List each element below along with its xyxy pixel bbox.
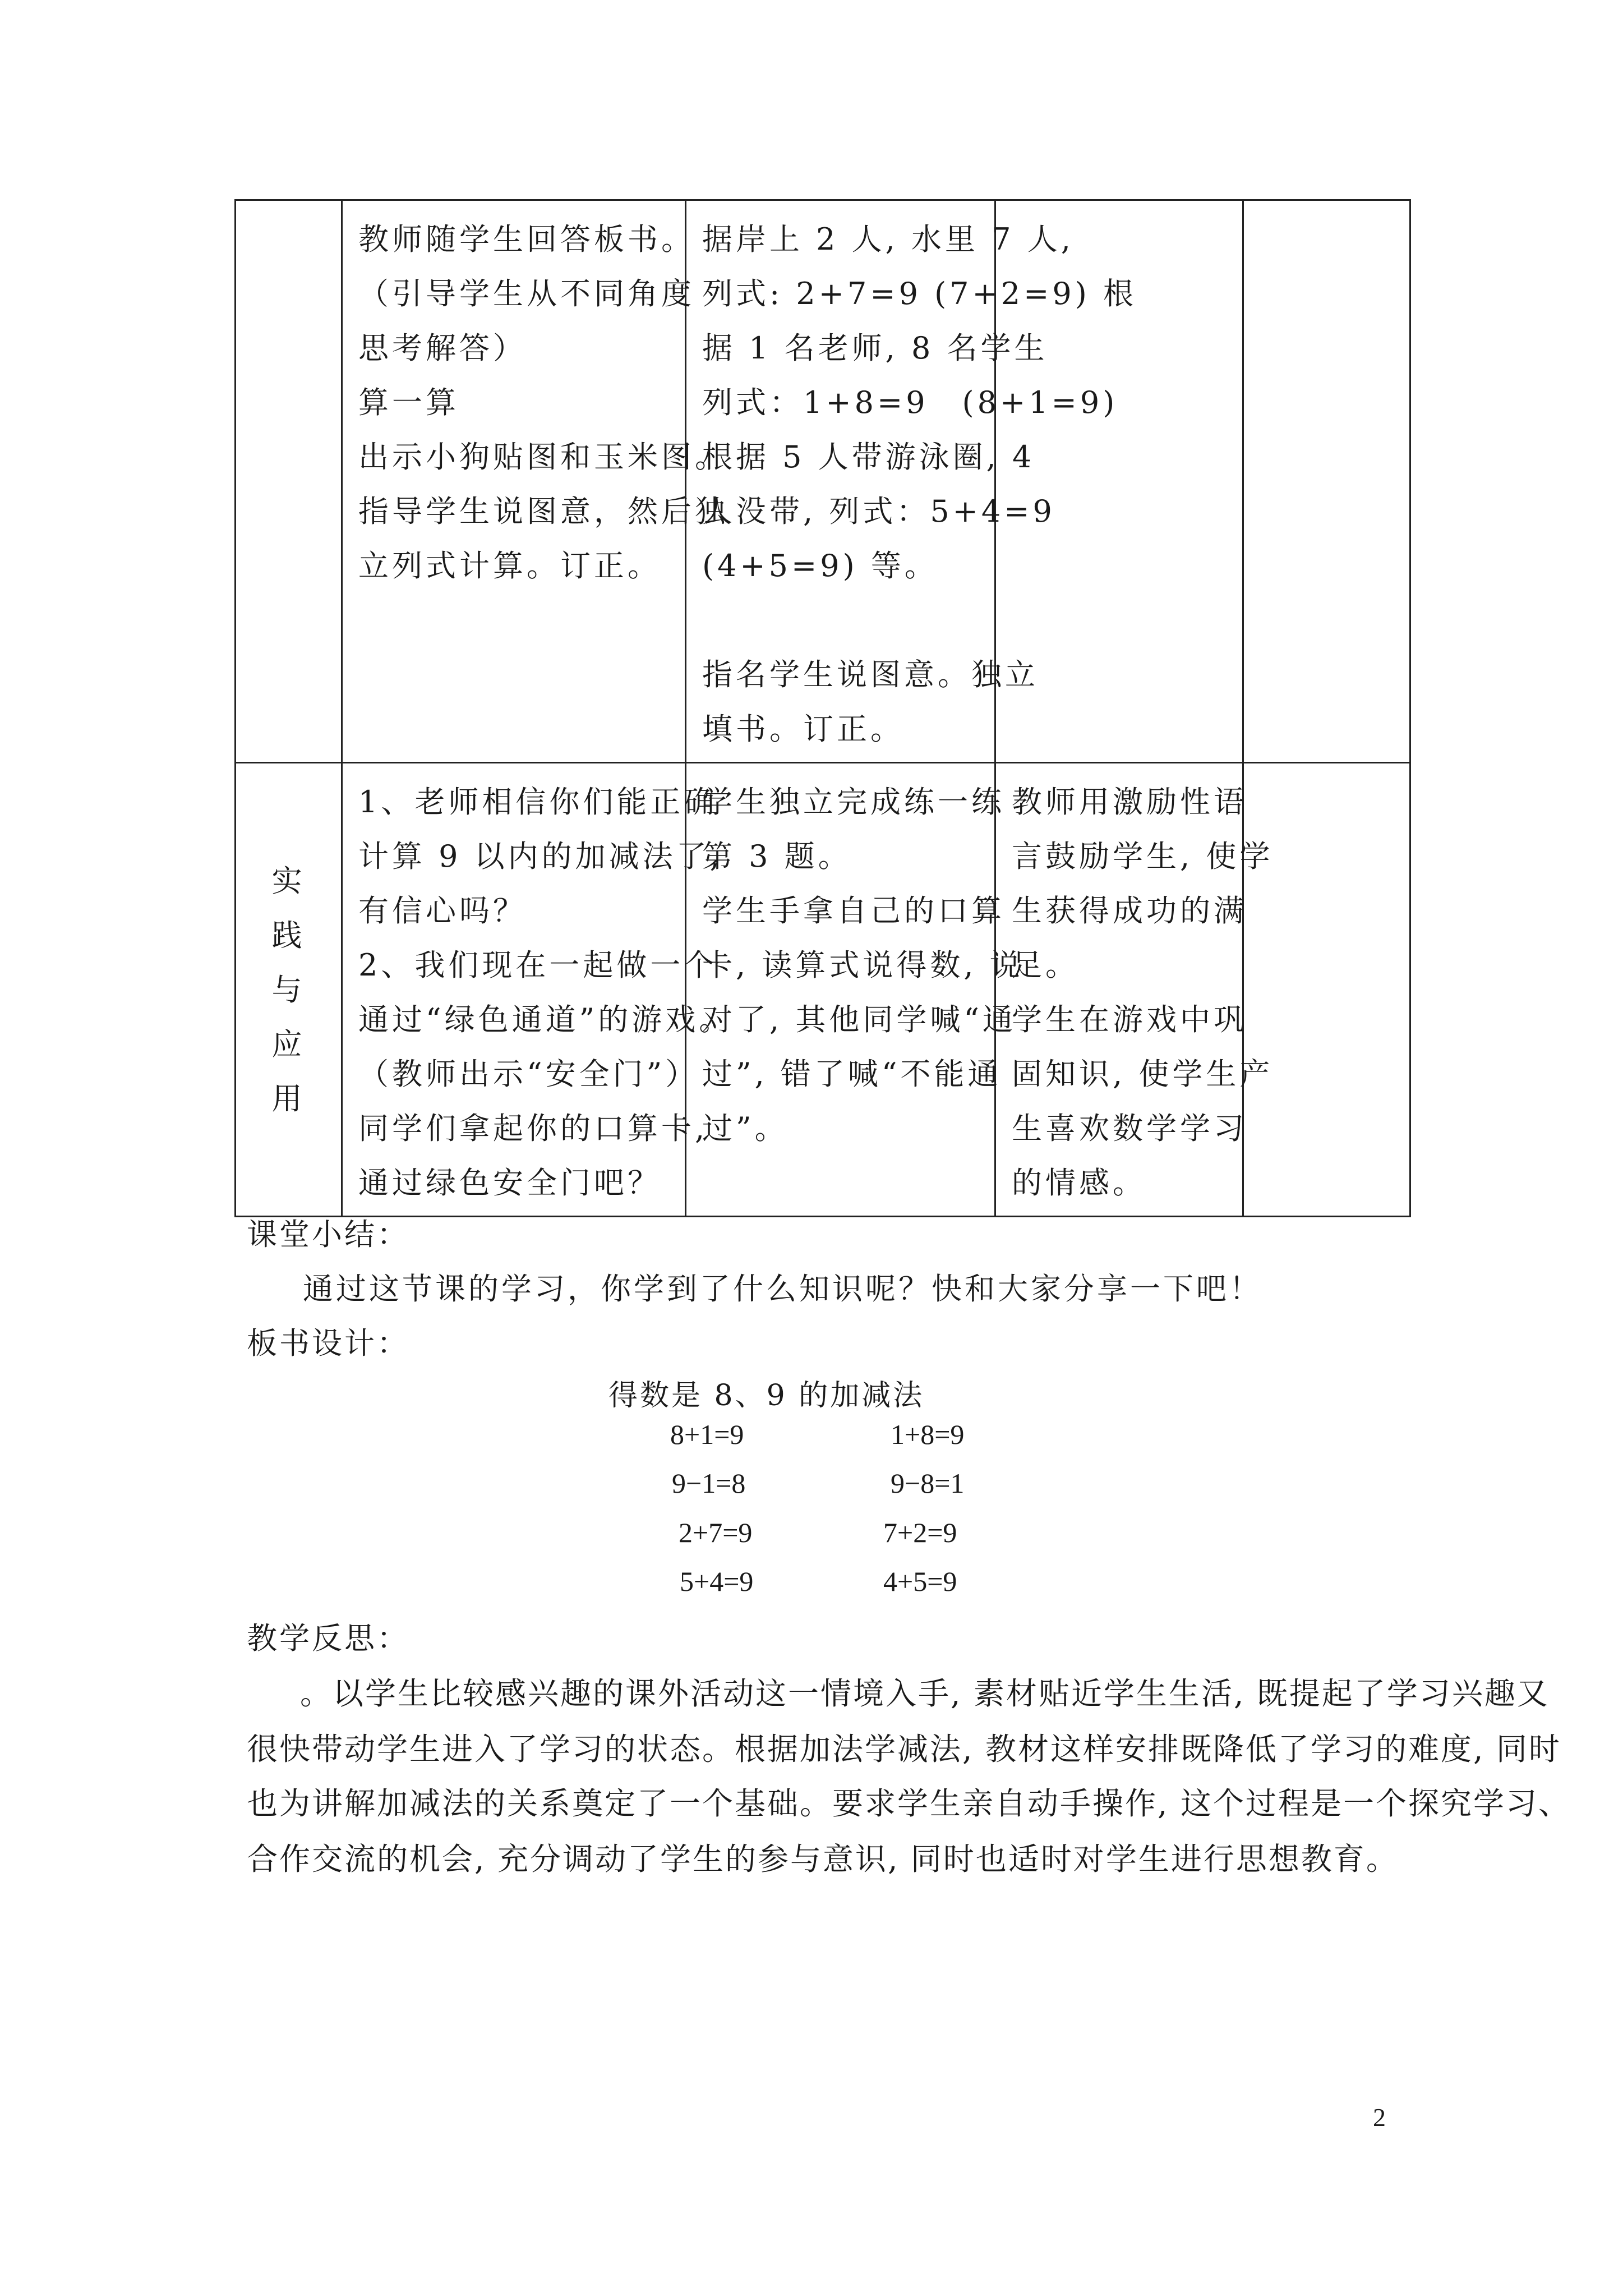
- text-line: (4+5=9) 等。: [702, 548, 938, 583]
- note-cell: [1243, 763, 1410, 1217]
- note-cell: [1243, 200, 1410, 763]
- board-equation: 9−8=1: [891, 1467, 965, 1499]
- stage-label-char: 实: [271, 863, 306, 899]
- text-line: 教师用激励性语: [1012, 784, 1247, 820]
- text-line: 通过绿色安全门吧？: [358, 1165, 661, 1200]
- text-line: 学生在游戏中巩: [1012, 1002, 1247, 1037]
- board-equation: 8+1=9: [670, 1419, 744, 1450]
- stage-cell: [236, 200, 342, 763]
- text-line: 思考解答）: [358, 330, 527, 366]
- reflection-line: 合作交流的机会, 充分调动了学生的参与意识, 同时也适时对学生进行思想教育。: [247, 1841, 1399, 1877]
- text-line: 指名学生说图意。独立: [702, 657, 1039, 692]
- reflection-line: 。以学生比较感兴趣的课外活动这一情境入手, 素材贴近学生生活, 既提起了学习兴趣又: [300, 1676, 1550, 1711]
- board-design-label: 板书设计：: [247, 1326, 409, 1361]
- text-line: 学生手拿自己的口算: [702, 893, 1005, 928]
- stage-label-char: 践: [271, 917, 306, 953]
- text-line: 出示小狗贴图和玉米图。: [358, 439, 728, 475]
- board-equation: 4+5=9: [883, 1566, 957, 1597]
- text-line: 过”。: [702, 1111, 789, 1146]
- text-line: 据岸上 2 人, 水里 7 人,: [702, 222, 1074, 257]
- text-line: 过”, 错了喊“不能通: [702, 1056, 1002, 1092]
- reflection-line: 很快带动学生进入了学习的状态。根据加法学减法, 教材这样安排既降低了学习的难度, 同时: [247, 1731, 1561, 1767]
- text-line: 人没带, 列式：5+4=9: [702, 494, 1055, 529]
- text-line: 生喜欢数学学习: [1012, 1111, 1247, 1146]
- reflection-line: 也为讲解加减法的关系奠定了一个基础。要求学生亲自动手操作, 这个过程是一个探究学习、: [247, 1786, 1571, 1821]
- text-line: 同学们拿起你的口算卡,: [358, 1111, 708, 1146]
- text-line: 言鼓励学生, 使学: [1012, 839, 1274, 874]
- stage-cell: [236, 763, 342, 1217]
- table-row: [236, 200, 1410, 763]
- text-line: 列式: 2+7=9 (7+2=9) 根: [702, 276, 1137, 311]
- design-intent-cell: [995, 763, 1274, 1217]
- board-equation: 2+7=9: [679, 1517, 753, 1548]
- lesson-plan-table: [234, 199, 1411, 1217]
- text-line: 2、我们现在一起做一个: [358, 947, 718, 983]
- board-equation: 5+4=9: [680, 1566, 754, 1597]
- table-row: [236, 763, 1410, 1217]
- reflection-label: 教学反思：: [247, 1621, 409, 1656]
- text-line: 对了, 其他同学喊“通: [702, 1002, 1016, 1037]
- text-line: （教师出示“安全门”）: [358, 1056, 699, 1092]
- summary-text: 通过这节课的学习，你学到了什么知识呢？快和大家分享一下吧！: [303, 1271, 1262, 1306]
- text-line: 据 1 名老师, 8 名学生: [702, 330, 1048, 366]
- text-line: 根据 5 人带游泳圈, 4: [702, 439, 1035, 475]
- text-line: 有信心吗？: [358, 893, 527, 928]
- text-line: 的情感。: [1012, 1165, 1146, 1200]
- board-title: 得数是 8、9 的加减法: [608, 1379, 925, 1412]
- board-equation: 1+8=9: [891, 1419, 965, 1450]
- text-line: 指导学生说图意，然后独: [358, 494, 728, 529]
- text-line: 填书。订正。: [702, 711, 904, 747]
- stage-label-char: 与: [271, 972, 306, 1007]
- text-line: 算一算: [358, 385, 459, 420]
- student-activity-cell: [686, 200, 1137, 763]
- text-line: [702, 593, 984, 647]
- teacher-activity-cell: [342, 763, 733, 1217]
- student-activity-cell: [686, 763, 1023, 1217]
- stage-label-char: 用: [271, 1080, 306, 1116]
- stage-label-char: 应: [271, 1026, 306, 1062]
- text-line: 计算 9 以内的加减法了,: [358, 839, 723, 874]
- summary-label: 课堂小结：: [247, 1217, 409, 1252]
- board-equation: 7+2=9: [883, 1517, 957, 1548]
- text-line: （引导学生从不同角度: [358, 276, 695, 311]
- text-line: 第 3 题。: [702, 839, 852, 874]
- page-number: 2: [1373, 2103, 1386, 2132]
- text-line: 卡, 读算式说得数, 说: [702, 947, 1023, 983]
- text-line: 学生独立完成练一练: [702, 784, 1005, 820]
- text-line: 足。: [1012, 947, 1079, 983]
- text-line: 固知识, 使学生产: [1012, 1056, 1274, 1092]
- text-line: 通过“绿色通道”的游戏。: [358, 1002, 733, 1037]
- text-line: 1、老师相信你们能正确: [358, 784, 718, 820]
- teacher-activity-cell: [342, 200, 728, 763]
- text-line: 列式：1+8=9 (8+1=9): [702, 385, 1118, 420]
- text-line: 生获得成功的满: [1012, 893, 1247, 928]
- board-equation: 9−1=8: [672, 1467, 746, 1499]
- text-line: 立列式计算。订正。: [358, 548, 661, 583]
- text-line: 教师随学生回答板书。: [358, 222, 695, 257]
